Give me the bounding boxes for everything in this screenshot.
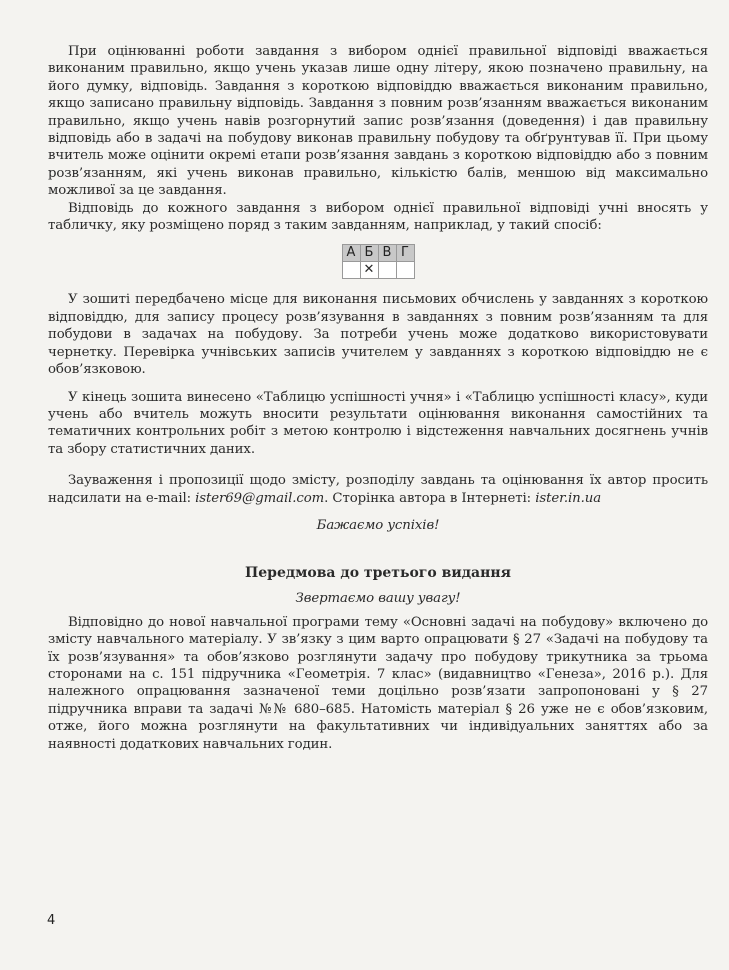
paragraph-contacts xyxy=(48,472,708,507)
answer-mark-cell-v[interactable] xyxy=(378,262,396,279)
paragraph-workbook-space: У зошиті передбачено місце для виконання письмових обчислень у завданнях з короткою відповіддю, для запису процесу розв’язування в завданнях з повним розв’язанням та для побудови в задачах на побудову. За потреби учень може додатково використовувати чернетку. Перевірка учнівських записів учителем у завданнях з короткою відповіддю не є обов’язковою. xyxy=(48,292,708,378)
page-number: 4 xyxy=(47,913,56,928)
paragraph-answer-table-intro: Відповідь до кожного завдання з вибором однієї правильної відповіді учні вносять у табличку, яку розміщено поряд з таким завданням, наприклад, у такий спосіб: xyxy=(48,200,708,234)
answer-mark-cell-a[interactable] xyxy=(342,262,360,279)
paragraph-third-edition: Відповідно до нової навчальної програми тему «Основні задачі на побудову» включено до змісту навчального матеріалу. У зв’язку з цим варто опрацювати § 27 «Задачі на побудову та їх розв’язування» та обов’язково розглянути задачу про побудову трикутника за трьома сторонами на с. 151 підручника «Геометрія. 7 клас» (видавництво «Генеза», 2016 р.). Для належного опрацювання зазначеної теми доцільно розв’язати запропоновані у § 27 підручника вправи та задачі №№ 680–685. Натомість матеріал § 26 уже не є обов’язковим, отже, його можна розглянути на факультативних чи індивідуальних заняттях або за наявності додаткових навчальних годин. xyxy=(48,614,708,752)
paragraph-grading-rules: При оцінюванні роботи завдання з вибором однієї правильної відповіді вважається виконаним правильно, якщо учень указав лише одну літеру, якою позначено правильну, на його думку, відповідь. Завдання з короткою відповіддю вважається виконаним правильно, якщо записано правильну відповідь. Завдання з повним розв’язанням вважається виконаним правильно, якщо учень навів розгорнутий запис розв’язання (доведення) і дав правильну відповідь або в задачі на побудову виконав правильну побудову та обґрунтував її. При цьому вчитель може оцінити окремі етапи розв’язання завдань з короткою відповіддю або з повним розв’язанням, які учень виконав правильно, кількістю балів, меншою від максимально можливої за це завдання. xyxy=(48,44,708,199)
answer-table-wrapper xyxy=(48,244,708,279)
answer-letter-v: В xyxy=(378,245,396,262)
answer-table xyxy=(342,244,415,279)
paragraph-progress-tables: У кінець зошита винесено «Таблицю успішності учня» і «Таблицю успішності класу», куди учень або вчитель можуть вносити результати оцінювання виконання самостійних та тематичних контрольних робіт з метою контролю і відстеження навчальних досягнень учнів та збору статистичних даних. xyxy=(48,389,708,457)
answer-table-marks xyxy=(342,262,414,279)
author-site[interactable]: ister.in.ua xyxy=(535,490,602,506)
answer-letter-a: А xyxy=(342,245,360,262)
answer-letter-b: Б xyxy=(360,245,378,262)
answer-mark-cell-b[interactable]: ✕ xyxy=(360,262,378,279)
page-content xyxy=(48,43,708,753)
author-email[interactable]: ister69@gmail.com xyxy=(195,490,325,506)
contacts-text-start: Зауваження і пропозиції щодо змісту, розподілу завдань та оцінювання їх автор просить надсилати на e-mail: xyxy=(48,473,708,506)
answer-table-letters xyxy=(342,245,414,262)
wish-text: Бажаємо успіхів! xyxy=(316,517,440,533)
answer-letter-h: Г xyxy=(396,245,414,262)
answer-mark-cell-h[interactable] xyxy=(396,262,414,279)
section-title: Передмова до третього видання xyxy=(245,565,511,582)
attention-text: Звертаємо вашу увагу! xyxy=(295,591,461,607)
contacts-text-middle: . Сторінка автора в Інтернеті: xyxy=(324,490,536,506)
